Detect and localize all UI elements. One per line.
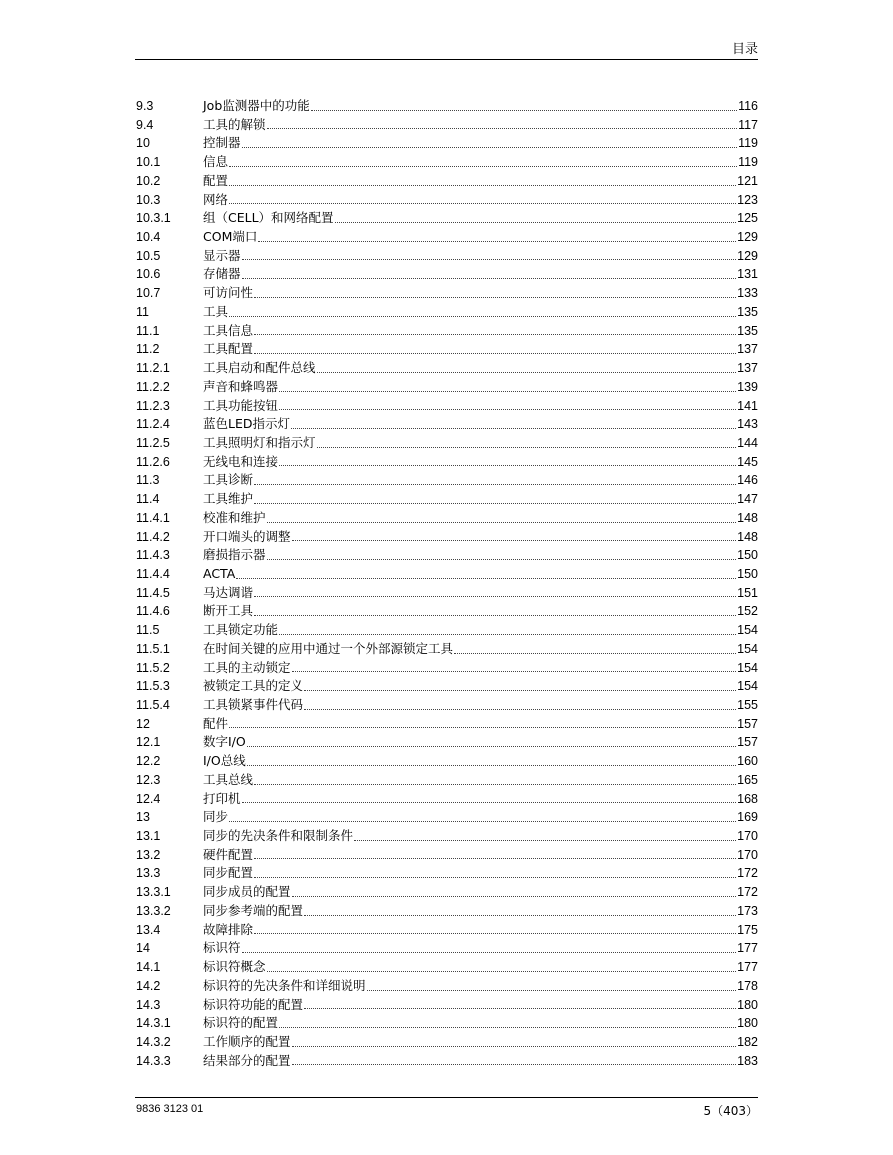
toc-entry-page[interactable]: 148 <box>737 510 758 525</box>
toc-entry-title[interactable]: 标识符的先决条件和详细说明 <box>203 977 366 993</box>
toc-entry-number: 11.4.5 <box>136 585 170 600</box>
toc-entry[interactable] <box>136 471 758 490</box>
toc-entry-page[interactable]: 154 <box>737 623 758 638</box>
toc-entry-page[interactable]: 119 <box>738 136 758 151</box>
toc-entry-title[interactable]: 工具锁定功能 <box>203 622 279 638</box>
toc-entry-page[interactable]: 150 <box>737 548 758 563</box>
toc-entry-number: 11.2.1 <box>136 361 170 376</box>
toc-entry-number: 12.2 <box>136 754 161 769</box>
toc-dot-leader <box>279 1017 736 1028</box>
toc-entry[interactable] <box>136 958 758 977</box>
toc-dot-leader <box>292 1054 737 1065</box>
toc-entry-number: 13.2 <box>136 847 161 862</box>
toc-dot-leader <box>267 549 737 560</box>
toc-entry[interactable] <box>136 921 758 940</box>
toc-dot-leader <box>279 455 736 466</box>
toc-entry[interactable] <box>136 696 758 715</box>
toc-entry-number: 13.1 <box>136 829 161 844</box>
toc-entry[interactable] <box>136 864 758 883</box>
toc-entry-title[interactable]: 工具启动和配件总线 <box>203 360 316 376</box>
toc-entry-title[interactable]: 磨损指示器 <box>203 547 266 563</box>
toc-entry-title[interactable]: 工具的主动锁定 <box>203 659 291 675</box>
toc-entry-title[interactable]: 校准和维护 <box>203 509 266 525</box>
toc-dot-leader <box>291 418 736 429</box>
toc-entry[interactable] <box>136 378 758 397</box>
toc-entry-number: 10.5 <box>136 248 161 263</box>
toc-entry-title[interactable]: 工具的解锁 <box>203 116 266 132</box>
toc-entry-number: 11 <box>136 304 149 319</box>
toc-entry-page[interactable]: 141 <box>737 398 758 413</box>
toc-entry-number: 14.2 <box>136 978 161 993</box>
toc-entry-page[interactable]: 157 <box>737 716 758 731</box>
toc-entry[interactable] <box>136 1033 758 1052</box>
toc-entry-page[interactable]: 183 <box>737 1053 758 1068</box>
toc-entry-title[interactable]: 配件 <box>203 715 229 731</box>
toc-entry-title[interactable]: 控制器 <box>203 135 241 151</box>
toc-entry[interactable] <box>136 602 758 621</box>
toc-entry-number: 14.3.2 <box>136 1034 171 1049</box>
toc-dot-leader <box>304 998 736 1009</box>
toc-entry[interactable] <box>136 790 758 809</box>
toc-dot-leader <box>229 811 736 822</box>
toc-entry-number: 14.3.1 <box>136 1016 171 1031</box>
toc-entry[interactable] <box>136 659 758 678</box>
toc-entry-page[interactable]: 182 <box>737 1034 758 1049</box>
toc-entry-number: 11.2.5 <box>136 435 170 450</box>
header-divider <box>135 59 758 60</box>
toc-entry-number: 12 <box>136 716 150 731</box>
toc-entry-title[interactable]: 工具维护 <box>203 491 254 507</box>
toc-entry-page[interactable]: 177 <box>737 941 758 956</box>
toc-entry[interactable] <box>136 584 758 603</box>
toc-entry-page[interactable]: 117 <box>738 117 758 132</box>
toc-dot-leader <box>279 381 736 392</box>
toc-entry[interactable] <box>136 116 758 135</box>
toc-entry-title[interactable]: 工具配置 <box>203 341 254 357</box>
footer-divider <box>135 1097 758 1098</box>
toc-dot-leader <box>242 137 738 148</box>
toc-entry[interactable] <box>136 621 758 640</box>
toc-entry[interactable] <box>136 528 758 547</box>
toc-entry-page[interactable]: 135 <box>737 304 758 319</box>
toc-dot-leader <box>454 643 736 654</box>
toc-entry-page[interactable]: 154 <box>737 679 758 694</box>
toc-entry-title[interactable]: 工具锁紧事件代码 <box>203 697 304 712</box>
toc-dot-leader <box>279 624 736 635</box>
toc-entry[interactable] <box>136 977 758 996</box>
toc-entry-number: 11.4.2 <box>136 529 170 544</box>
toc-entry[interactable] <box>136 883 758 902</box>
toc-entry-title[interactable]: COM端口 <box>203 229 258 245</box>
toc-entry-page[interactable]: 180 <box>737 997 758 1012</box>
toc-entry-title[interactable]: 数字I/O <box>203 734 246 750</box>
toc-entry-page[interactable]: 147 <box>737 492 758 507</box>
toc-entry-title[interactable]: 可访问性 <box>203 285 254 301</box>
toc-entry-title[interactable]: 工具照明灯和指示灯 <box>203 434 316 450</box>
toc-dot-leader <box>254 343 736 354</box>
toc-entry-title[interactable]: 工具诊断 <box>203 472 254 488</box>
toc-dot-leader <box>242 792 737 803</box>
toc-entry[interactable] <box>136 397 758 416</box>
toc-entry-title[interactable]: 工具信息 <box>203 322 254 338</box>
toc-entry-page[interactable]: 119 <box>738 155 758 170</box>
toc-dot-leader <box>254 605 736 616</box>
toc-entry-page[interactable]: 135 <box>737 323 758 338</box>
toc-entry-title[interactable]: 被锁定工具的定义 <box>203 678 304 694</box>
toc-entry-title[interactable]: 信息 <box>203 154 229 170</box>
toc-entry[interactable] <box>136 509 758 528</box>
toc-entry-title[interactable]: 标识符 <box>203 940 241 956</box>
toc-entry-number: 11.3 <box>136 473 160 488</box>
toc-entry-page[interactable]: 170 <box>737 829 758 844</box>
page-indicator: 5（403） <box>703 1104 758 1118</box>
toc-dot-leader <box>311 100 737 111</box>
toc-entry-title[interactable]: 无线电和连接 <box>203 453 279 469</box>
toc-entry-title[interactable]: 标识符概念 <box>203 959 266 975</box>
toc-entry[interactable] <box>136 247 758 266</box>
toc-entry-title[interactable]: 同步参考端的配置 <box>203 902 304 918</box>
toc-dot-leader <box>242 249 737 260</box>
toc-entry-page[interactable]: 152 <box>737 604 758 619</box>
toc-dot-leader <box>254 774 736 785</box>
toc-entry-page[interactable]: 172 <box>737 885 758 900</box>
toc-entry-page[interactable]: 173 <box>737 903 758 918</box>
toc-entry-title[interactable]: 标识符的配置 <box>203 1015 279 1031</box>
toc-dot-leader <box>292 886 737 897</box>
toc-entry-number: 10.1 <box>136 155 161 170</box>
toc-entry-title[interactable]: 在时间关键的应用中通过一个外部源锁定工具 <box>203 640 454 656</box>
toc-dot-leader <box>247 736 736 747</box>
toc-dot-leader <box>254 848 736 859</box>
toc-entry-number: 11.5.1 <box>136 641 170 656</box>
toc-entry-title[interactable]: 断开工具 <box>203 603 254 619</box>
page-header-title: 目录 <box>731 42 758 57</box>
toc-entry[interactable] <box>136 340 758 359</box>
toc-entry-page[interactable]: 137 <box>737 342 758 357</box>
toc-entry[interactable] <box>136 97 758 116</box>
toc-dot-leader <box>304 680 736 691</box>
toc-entry-page[interactable]: 139 <box>737 379 758 394</box>
toc-entry-number: 11.4 <box>136 492 160 507</box>
toc-entry-page[interactable]: 131 <box>737 267 758 282</box>
toc-entry-title[interactable]: 工具功能按钮 <box>203 397 279 413</box>
toc-entry-number: 14 <box>136 941 150 956</box>
toc-entry-number: 13.4 <box>136 922 161 937</box>
toc-entry[interactable] <box>136 771 758 790</box>
toc-entry[interactable] <box>136 827 758 846</box>
toc-dot-leader <box>267 118 738 129</box>
toc-entry-page[interactable]: 157 <box>737 735 758 750</box>
toc-entry[interactable] <box>136 546 758 565</box>
toc-entry-number: 11.2.4 <box>136 417 170 432</box>
toc-entry-page[interactable]: 155 <box>737 698 758 712</box>
toc-entry-number: 11.4.4 <box>136 566 170 581</box>
toc-entry-number: 13.3.2 <box>136 903 171 918</box>
toc-entry-number: 13.3.1 <box>136 885 171 900</box>
toc-entry-number: 10.2 <box>136 173 161 188</box>
toc-entry-title[interactable]: 马达调谐 <box>203 584 254 600</box>
toc-entry-title[interactable]: 同步配置 <box>203 865 254 881</box>
toc-entry-page[interactable]: 121 <box>737 173 758 188</box>
toc-entry-number: 11.5.4 <box>136 698 170 712</box>
toc-entry-title[interactable]: 网络 <box>203 191 229 207</box>
toc-dot-leader <box>317 362 737 373</box>
toc-entry[interactable] <box>136 677 758 696</box>
toc-dot-leader <box>335 212 737 223</box>
toc-entry[interactable] <box>136 715 758 734</box>
toc-dot-leader <box>229 717 736 728</box>
toc-entry-number: 11.5.3 <box>136 679 170 694</box>
toc-entry[interactable] <box>136 1052 758 1071</box>
toc-entry[interactable] <box>136 415 758 434</box>
toc-entry-page[interactable]: 144 <box>737 435 758 450</box>
toc-entry[interactable] <box>136 303 758 322</box>
toc-entry[interactable] <box>136 172 758 191</box>
toc-entry-page[interactable]: 145 <box>737 454 758 469</box>
toc-entry-number: 10.6 <box>136 267 161 282</box>
toc-entry[interactable] <box>136 939 758 958</box>
toc-dot-leader <box>229 156 737 167</box>
toc-entry-title[interactable]: 工具 <box>203 303 229 319</box>
toc-entry-title[interactable]: ACTA <box>203 565 236 581</box>
toc-entry[interactable] <box>136 752 758 771</box>
toc-entry[interactable] <box>136 846 758 865</box>
toc-entry[interactable] <box>136 996 758 1015</box>
toc-entry-title[interactable]: 工具总线 <box>203 771 254 787</box>
toc-entry-page[interactable]: 175 <box>737 922 758 937</box>
toc-entry-title[interactable]: 结果部分的配置 <box>203 1052 291 1068</box>
toc-entry-title[interactable]: 显示器 <box>203 247 241 263</box>
toc-entry[interactable] <box>136 565 758 584</box>
toc-dot-leader <box>254 474 736 485</box>
toc-entry-number: 12.4 <box>136 791 161 806</box>
toc-entry-page[interactable]: 169 <box>737 810 758 825</box>
toc-dot-leader <box>229 193 736 204</box>
toc-dot-leader <box>317 437 737 448</box>
toc-dot-leader <box>229 175 736 186</box>
toc-dot-leader <box>242 942 737 953</box>
toc-entry-title[interactable]: 开口端头的调整 <box>203 528 291 544</box>
toc-dot-leader <box>254 867 736 878</box>
toc-entry[interactable] <box>136 153 758 172</box>
toc-entry-page[interactable]: 170 <box>737 847 758 862</box>
toc-dot-leader <box>229 306 736 317</box>
toc-entry-number: 10.3 <box>136 192 161 207</box>
toc-entry-title[interactable]: 同步 <box>203 809 229 825</box>
toc-entry-page[interactable]: 129 <box>737 230 758 245</box>
toc-entry-page[interactable]: 150 <box>737 566 758 581</box>
toc-entry-number: 9.3 <box>136 99 154 113</box>
toc-entry-page[interactable]: 168 <box>737 791 758 806</box>
toc-entry-title[interactable]: 存储器 <box>203 266 241 282</box>
toc-entry[interactable] <box>136 209 758 228</box>
toc-entry-page[interactable]: 148 <box>737 529 758 544</box>
toc-entry-number: 10.3.1 <box>136 211 171 226</box>
toc-entry-number: 11.1 <box>136 323 160 338</box>
toc-entry[interactable] <box>136 733 758 752</box>
toc-entry-number: 10.4 <box>136 230 161 245</box>
toc-entry-page[interactable]: 165 <box>737 772 758 787</box>
toc-entry[interactable] <box>136 191 758 210</box>
toc-entry-number: 11.2.6 <box>136 454 170 469</box>
toc-entry[interactable] <box>136 640 758 659</box>
toc-entry-page[interactable]: 137 <box>737 361 758 376</box>
toc-entry-number: 11.2.2 <box>136 379 170 394</box>
toc-entry-page[interactable]: 151 <box>737 585 758 600</box>
toc-entry-title[interactable]: I/O总线 <box>203 753 246 769</box>
toc-entry-number: 11.2.3 <box>136 398 170 413</box>
toc-entry[interactable] <box>136 134 758 153</box>
toc-dot-leader <box>254 324 736 335</box>
toc-entry-number: 12.3 <box>136 772 161 787</box>
toc-entry-page[interactable]: 143 <box>737 417 758 432</box>
toc-entry-number: 11.4.3 <box>136 548 170 563</box>
toc-entry-page[interactable]: 116 <box>738 99 758 113</box>
toc-dot-leader <box>254 586 736 597</box>
toc-dot-leader <box>292 1036 737 1047</box>
toc-entry[interactable] <box>136 1014 758 1033</box>
toc-entry-page[interactable]: 177 <box>737 960 758 975</box>
toc-entry-title[interactable]: 硬件配置 <box>203 846 254 862</box>
toc-entry-number: 14.3 <box>136 997 161 1012</box>
toc-entry-page[interactable]: 160 <box>737 754 758 769</box>
toc-entry[interactable] <box>136 902 758 921</box>
toc-dot-leader <box>304 699 736 710</box>
toc-entry[interactable] <box>136 284 758 303</box>
table-of-contents <box>136 97 758 1070</box>
toc-dot-leader <box>267 961 737 972</box>
toc-entry[interactable] <box>136 322 758 341</box>
toc-entry-number: 11.5 <box>136 623 160 638</box>
toc-entry-title[interactable]: 打印机 <box>203 790 241 806</box>
toc-entry-title[interactable]: 同步成员的配置 <box>203 884 291 900</box>
toc-entry-number: 11.5.2 <box>136 660 170 675</box>
toc-entry-number: 11.2 <box>136 342 160 357</box>
toc-dot-leader <box>367 980 737 991</box>
toc-entry-page[interactable]: 180 <box>737 1016 758 1031</box>
toc-entry-page[interactable]: 154 <box>737 660 758 675</box>
toc-entry-title[interactable]: 标识符功能的配置 <box>203 996 304 1012</box>
toc-entry-title[interactable]: 同步的先决条件和限制条件 <box>203 828 354 844</box>
toc-entry-title[interactable]: 工作顺序的配置 <box>203 1033 291 1049</box>
document-number: 9836 3123 01 <box>136 1103 204 1115</box>
toc-entry[interactable] <box>136 359 758 378</box>
toc-entry-number: 13.3 <box>136 866 161 881</box>
toc-dot-leader <box>236 568 736 579</box>
toc-entry[interactable] <box>136 265 758 284</box>
toc-entry-number: 14.1 <box>136 960 161 975</box>
toc-dot-leader <box>304 905 736 916</box>
toc-entry-title[interactable]: 配置 <box>203 172 229 188</box>
toc-entry-page[interactable]: 146 <box>737 473 758 488</box>
toc-entry-title[interactable]: 故障排除 <box>203 921 254 937</box>
toc-entry-number: 10.7 <box>136 286 161 301</box>
toc-entry-page[interactable]: 133 <box>737 286 758 301</box>
toc-dot-leader <box>254 493 736 504</box>
toc-dot-leader <box>247 755 736 766</box>
toc-entry-title[interactable]: 组（CELL）和网络配置 <box>203 210 334 226</box>
toc-dot-leader <box>254 923 736 934</box>
toc-entry-page[interactable]: 123 <box>737 192 758 207</box>
toc-entry-number: 14.3.3 <box>136 1053 171 1068</box>
toc-entry-number: 10 <box>136 136 150 151</box>
toc-entry[interactable] <box>136 808 758 827</box>
toc-entry-page[interactable]: 129 <box>737 248 758 263</box>
toc-dot-leader <box>254 287 736 298</box>
toc-dot-leader <box>242 268 737 279</box>
toc-entry-title[interactable]: Job监测器中的功能 <box>203 98 310 113</box>
toc-dot-leader <box>292 530 737 541</box>
toc-entry-page[interactable]: 178 <box>737 978 758 993</box>
toc-entry-title[interactable]: 声音和蜂鸣器 <box>203 378 279 394</box>
toc-entry[interactable] <box>136 228 758 247</box>
toc-dot-leader <box>267 512 737 523</box>
toc-entry-number: 13 <box>136 810 150 825</box>
toc-entry-number: 11.4.6 <box>136 604 170 619</box>
toc-dot-leader <box>354 830 736 841</box>
toc-entry[interactable] <box>136 434 758 453</box>
toc-entry[interactable] <box>136 453 758 472</box>
toc-entry-number: 12.1 <box>136 735 161 750</box>
toc-entry-number: 9.4 <box>136 117 154 132</box>
toc-dot-leader <box>279 399 736 410</box>
toc-entry[interactable] <box>136 490 758 509</box>
toc-entry-title[interactable]: 蓝色LED指示灯 <box>203 416 290 432</box>
toc-entry-page[interactable]: 154 <box>737 641 758 656</box>
toc-entry-page[interactable]: 125 <box>737 211 758 226</box>
toc-dot-leader <box>292 661 737 672</box>
toc-entry-number: 11.4.1 <box>136 510 170 525</box>
toc-dot-leader <box>258 231 736 242</box>
toc-entry-page[interactable]: 172 <box>737 866 758 881</box>
